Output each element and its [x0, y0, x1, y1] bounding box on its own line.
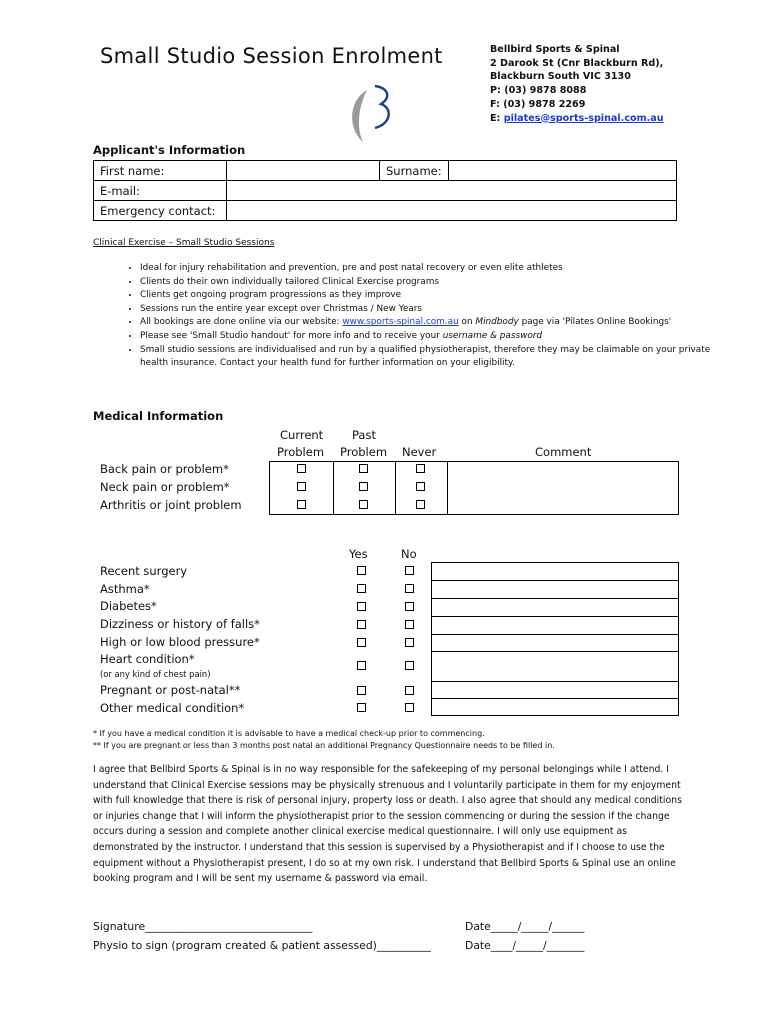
phone-line: P: (03) 9878 8088 — [490, 85, 587, 97]
medical-grid-1 — [269, 461, 679, 515]
grid-divider — [395, 461, 396, 514]
applicant-heading: Applicant's Information — [93, 143, 246, 157]
address-line: 2 Darook St (Cnr Blackburn Rd), — [490, 57, 664, 69]
col-never: Never — [402, 445, 437, 459]
list-item: • Sessions run the entire year except over Christmas / New Years — [140, 303, 730, 317]
grid-row-line — [431, 616, 678, 617]
neck-past-checkbox[interactable] — [359, 482, 368, 491]
clinical-heading: Clinical Exercise – Small Studio Sessions — [93, 238, 275, 248]
other-yes-checkbox[interactable] — [357, 703, 366, 712]
grid-row-line — [431, 681, 678, 682]
grid-row-line — [431, 580, 678, 581]
heart-no-checkbox[interactable] — [405, 661, 414, 670]
bp-no-checkbox[interactable] — [405, 638, 414, 647]
list-item: • Clients do their own individually tailored Clinical Exercise programs — [140, 276, 730, 290]
back-label: Back pain or problem* — [100, 462, 229, 476]
back-never-checkbox[interactable] — [416, 464, 425, 473]
grid-row-line — [431, 598, 678, 599]
col-past-2: Problem — [340, 445, 388, 459]
pregnant-label: Pregnant or post-natal** — [100, 683, 241, 697]
address-line: Bellbird Sports & Spinal — [490, 44, 620, 55]
arthritis-past-checkbox[interactable] — [359, 500, 368, 509]
neck-current-checkbox[interactable] — [297, 482, 306, 491]
heart-label: Heart condition* — [100, 652, 195, 666]
diabetes-no-checkbox[interactable] — [405, 602, 414, 611]
col-comment: Comment — [535, 445, 592, 459]
heart-note: (or any kind of chest pain) — [100, 669, 211, 679]
footnote-1: * If you have a medical condition it is advisable to have a medical check-up prior to commencing. — [93, 729, 485, 738]
arthritis-label: Arthritis or joint problem — [100, 498, 242, 512]
grid-row-line — [431, 651, 678, 652]
back-past-checkbox[interactable] — [359, 464, 368, 473]
physio-sign-line[interactable]: Physio to sign (program created & patient assessed)__________ — [93, 939, 431, 952]
comment-grid-2 — [431, 562, 679, 716]
arthritis-current-checkbox[interactable] — [297, 500, 306, 509]
diabetes-label: Diabetes* — [100, 599, 157, 613]
col-current-2: Problem — [277, 445, 325, 459]
surgery-label: Recent surgery — [100, 564, 188, 578]
page-title: Small Studio Session Enrolment — [100, 44, 443, 68]
surname-field[interactable] — [449, 161, 677, 181]
surgery-no-checkbox[interactable] — [405, 566, 414, 575]
first-name-label: First name: — [94, 161, 227, 181]
list-item: • Clients get ongoing program progressions as they improve — [140, 289, 730, 303]
address-line: Blackburn South VIC 3130 — [490, 71, 631, 83]
arthritis-never-checkbox[interactable] — [416, 500, 425, 509]
bp-yes-checkbox[interactable] — [357, 638, 366, 647]
surgery-yes-checkbox[interactable] — [357, 566, 366, 575]
col-yes: Yes — [349, 547, 368, 561]
email-link[interactable]: pilates@sports-spinal.com.au — [503, 112, 664, 124]
asthma-label: Asthma* — [100, 582, 150, 596]
list-item: • Small studio sessions are individualised and run by a qualified physiotherapist, therefore they may be claimable on your private health insurance. Contact your health fund for further information on your eligibility. — [140, 344, 730, 371]
emergency-field[interactable] — [227, 201, 677, 221]
asthma-yes-checkbox[interactable] — [357, 584, 366, 593]
grid-divider — [447, 461, 448, 514]
heart-yes-checkbox[interactable] — [357, 661, 366, 670]
diabetes-yes-checkbox[interactable] — [357, 602, 366, 611]
first-name-field[interactable] — [227, 161, 380, 181]
list-item: • Ideal for injury rehabilitation and prevention, pre and post natal recovery or even elite athletes — [140, 262, 730, 276]
applicant-table — [93, 160, 677, 221]
grid-divider — [333, 461, 334, 514]
grid-row-line — [431, 634, 678, 635]
medical-heading: Medical Information — [93, 409, 224, 423]
clinical-list — [108, 262, 730, 371]
neck-never-checkbox[interactable] — [416, 482, 425, 491]
date-line-2[interactable]: Date____/_____/_______ — [465, 939, 585, 952]
list-item: • Please see 'Small Studio handout' for more info and to receive your username & password — [140, 330, 730, 344]
signature-line[interactable]: Signature_______________________________ — [93, 920, 313, 933]
pregnant-yes-checkbox[interactable] — [357, 686, 366, 695]
col-current-1: Current — [280, 428, 324, 442]
falls-label: Dizziness or history of falls* — [100, 617, 260, 631]
fax-line: F: (03) 9878 2269 — [490, 98, 586, 110]
neck-label: Neck pain or problem* — [100, 480, 230, 494]
footnote-2: ** If you are pregnant or less than 3 months post natal an additional Pregnancy Questionnaire needs to be filled in. — [93, 741, 555, 750]
clinic-logo-icon — [345, 80, 405, 150]
clinic-address — [490, 43, 664, 125]
pregnant-no-checkbox[interactable] — [405, 686, 414, 695]
other-no-checkbox[interactable] — [405, 703, 414, 712]
email-line: E: pilates@sports-spinal.com.au — [490, 112, 664, 124]
grid-row-line — [431, 698, 678, 699]
website-link[interactable]: www.sports-spinal.com.au — [342, 317, 459, 328]
email-field[interactable] — [227, 181, 677, 201]
back-current-checkbox[interactable] — [297, 464, 306, 473]
falls-no-checkbox[interactable] — [405, 620, 414, 629]
agreement-text: I agree that Bellbird Sports & Spinal is in no way responsible for the safekeeping of my personal belongings while I attend. I understand that Clinical Exercise sessions may be physically strenuous and I voluntarily participate in them for my enjoyment with full knowledge that there is risk of personal injury, property loss or death. I also agree that should any medical conditions or injuries change that I will inform the physiotherapist prior to the session commencing or during the session if the change occurs during a session and complete another clinical exercise medical questionnaire. I will only use equipment as demonstrated by the instructor. I understand that this session is supervised by a Physiotherapist and if I choose to use the equipment without a Physiotherapist present, I do so at my own risk. I understand that Bellbird Sports & Spinal use an online booking program and I will be sent my username & password via email. — [93, 764, 682, 885]
list-item: • All bookings are done online via our website: www.sports-spinal.com.au on Mindbody page via 'Pilates Online Bookings' — [140, 316, 730, 330]
col-no: No — [401, 547, 417, 561]
surname-label: Surname: — [380, 161, 449, 181]
asthma-no-checkbox[interactable] — [405, 584, 414, 593]
bp-label: High or low blood pressure* — [100, 635, 260, 649]
other-label: Other medical condition* — [100, 701, 245, 715]
emergency-label: Emergency contact: — [94, 201, 227, 221]
email-label: E-mail: — [94, 181, 227, 201]
falls-yes-checkbox[interactable] — [357, 620, 366, 629]
date-line-1[interactable]: Date_____/_____/______ — [465, 920, 585, 933]
col-past-1: Past — [352, 428, 376, 442]
